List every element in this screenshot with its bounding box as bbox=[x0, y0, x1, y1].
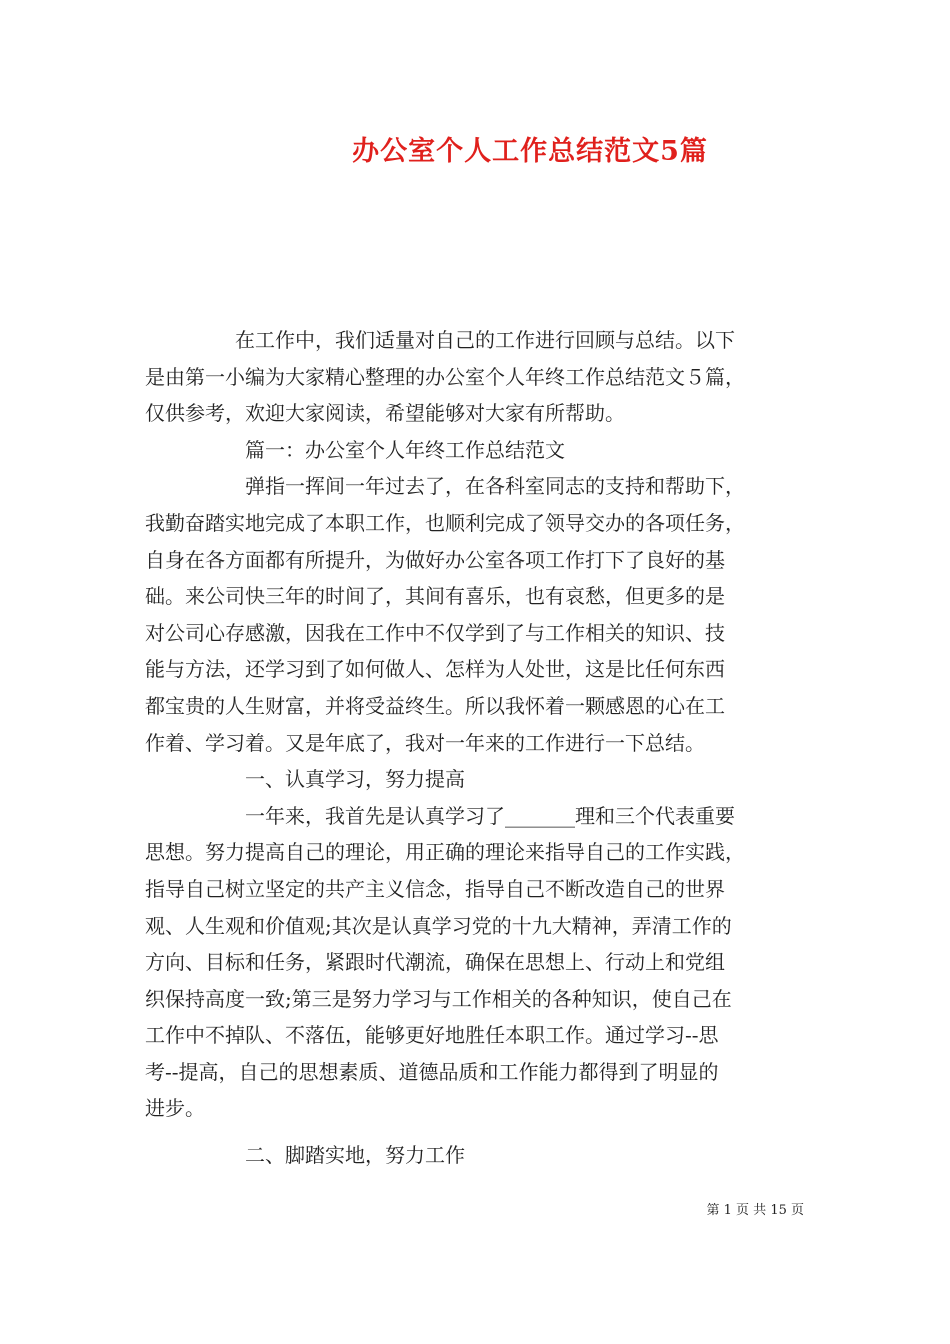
text-line: 思想。努力提高自己的理论，用正确的理论来指导自己的工作实践， bbox=[145, 840, 745, 865]
text-line: 对公司心存感激，因我在工作中不仅学到了与工作相关的知识、技 bbox=[145, 620, 725, 645]
text-line: 是由第一小编为大家精心整理的办公室个人年终工作总结范文５篇， bbox=[145, 364, 745, 389]
text-line: 弹指一挥间一年过去了，在各科室同志的支持和帮助下， bbox=[245, 474, 745, 499]
text-line: 在工作中，我们适量对自己的工作进行回顾与总结。以下 bbox=[235, 328, 735, 352]
text-line: 仅供参考，欢迎大家阅读，希望能够对大家有所帮助。 bbox=[145, 401, 625, 426]
text-line: 一年来，我首先是认真学习了_______理和三个代表重要 bbox=[245, 803, 735, 828]
text-line: 础。来公司快三年的时间了，其间有喜乐，也有哀愁，但更多的是 bbox=[145, 584, 725, 609]
page-number-footer: 第 1 页 共 15 页 bbox=[706, 1203, 804, 1218]
text-line: 自身在各方面都有所提升，为做好办公室各项工作打下了良好的基 bbox=[145, 547, 725, 572]
text-line: 指导自己树立坚定的共产主义信念，指导自己不断改造自己的世界 bbox=[145, 876, 725, 901]
text-line: 方向、目标和任务，紧跟时代潮流，确保在思想上、行动上和党组 bbox=[145, 950, 725, 975]
text-line: 织保持高度一致;第三是努力学习与工作相关的各种知识，使自己在 bbox=[145, 986, 732, 1011]
document-body bbox=[145, 322, 810, 1174]
text-line: 二、脚踏实地，努力工作 bbox=[245, 1143, 465, 1168]
paragraph-gap bbox=[145, 1127, 810, 1137]
text-line: 篇一：办公室个人年终工作总结范文 bbox=[245, 437, 565, 462]
text-line: 工作中不掉队、不落伍，能够更好地胜任本职工作。通过学习--思 bbox=[145, 1023, 719, 1048]
text-line: 观、人生观和价值观;其次是认真学习党的十九大精神，弄清工作的 bbox=[145, 913, 732, 938]
text-line: 能与方法，还学习到了如何做人、怎样为人处世，这是比任何东西 bbox=[145, 657, 725, 682]
text-line: 一、认真学习，努力提高 bbox=[245, 767, 465, 792]
document-title: 办公室个人工作总结范文5篇 bbox=[352, 136, 708, 167]
text-line: 都宝贵的人生财富，并将受益终生。所以我怀着一颗感恩的心在工 bbox=[145, 693, 725, 718]
text-line: 我勤奋踏实地完成了本职工作，也顺利完成了领导交办的各项任务， bbox=[145, 510, 745, 535]
text-line: 作着、学习着。又是年底了，我对一年来的工作进行一下总结。 bbox=[145, 730, 705, 755]
text-line: 考--提高，自己的思想素质、道德品质和工作能力都得到了明显的 bbox=[145, 1059, 719, 1084]
text-line: 进步。 bbox=[145, 1096, 205, 1121]
